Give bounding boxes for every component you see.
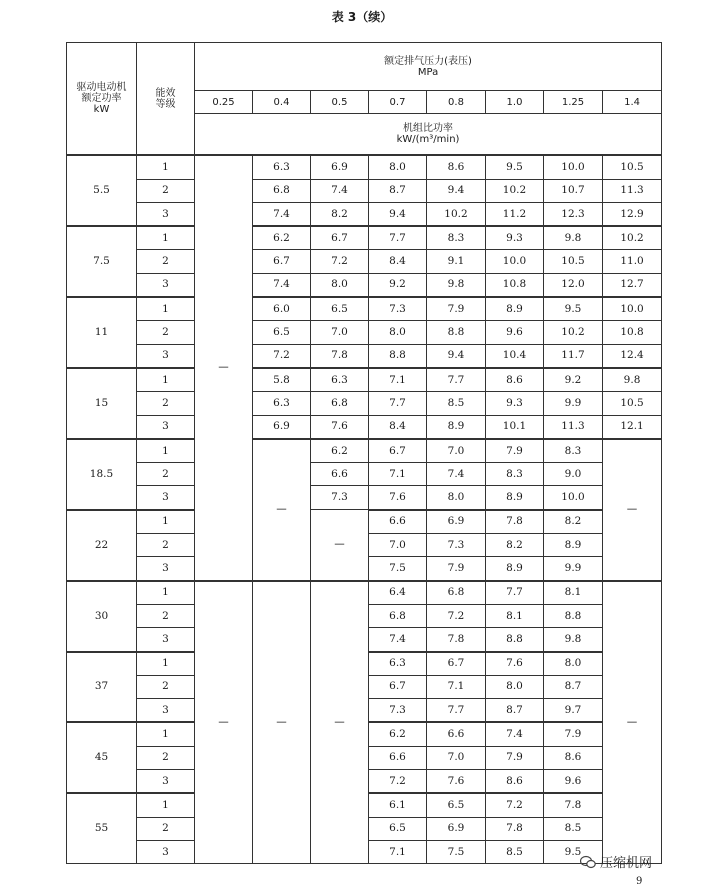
specific-power-value: 10.2 — [544, 321, 603, 344]
specific-power-value: 8.0 — [311, 273, 369, 297]
specific-power-value: 12.3 — [544, 202, 603, 226]
table-row — [67, 415, 662, 439]
specific-power-value: 12.7 — [603, 273, 662, 297]
specific-power-value: 8.1 — [544, 581, 603, 605]
specific-power-value: 9.8 — [427, 273, 486, 297]
specific-power-value: 7.7 — [427, 699, 486, 723]
specific-power-value: 7.8 — [486, 817, 544, 840]
specific-power-value: 7.9 — [486, 746, 544, 769]
specific-power-value: 6.2 — [253, 226, 311, 250]
grade-cell: 2 — [137, 250, 195, 273]
pressure-col-header: 0.25 — [195, 91, 253, 114]
specific-power-value: 7.3 — [369, 297, 427, 321]
grade-cell: 3 — [137, 770, 195, 794]
grade-cell: 2 — [137, 817, 195, 840]
pressure-col-header: 1.0 — [486, 91, 544, 114]
specific-power-value: 7.9 — [544, 722, 603, 746]
header-specific-power-unit: kW/(m³/min) — [396, 134, 460, 146]
specific-power-value: 9.8 — [544, 226, 603, 250]
motor-power-cell: 7.5 — [67, 226, 137, 297]
specific-power-value: 6.8 — [311, 392, 369, 415]
specific-power-value: 7.2 — [311, 250, 369, 273]
header-motor-power-unit: kW — [93, 104, 110, 116]
grade-cell: 3 — [137, 628, 195, 652]
specific-power-value: 8.0 — [544, 652, 603, 676]
specific-power-value: 9.2 — [544, 368, 603, 392]
pressure-col-header: 0.7 — [369, 91, 427, 114]
specific-power-value: 8.9 — [486, 297, 544, 321]
brand-name: 压缩机网 — [600, 856, 653, 871]
empty-value-dash: — — [253, 439, 311, 581]
specific-power-value: 7.9 — [486, 439, 544, 463]
specific-power-value: 8.3 — [427, 226, 486, 250]
specific-power-value: 6.3 — [253, 155, 311, 179]
specific-power-table — [66, 42, 662, 864]
specific-power-value: 7.7 — [369, 392, 427, 415]
specific-power-value: 7.4 — [253, 202, 311, 226]
specific-power-value: 8.4 — [369, 415, 427, 439]
specific-power-value: 9.4 — [427, 179, 486, 202]
specific-power-value: 7.2 — [369, 770, 427, 794]
specific-power-value: 8.6 — [486, 368, 544, 392]
specific-power-value: 7.6 — [369, 486, 427, 510]
specific-power-value: 8.7 — [369, 179, 427, 202]
specific-power-value: 9.3 — [486, 226, 544, 250]
specific-power-value: 6.9 — [427, 817, 486, 840]
header-grade-line2: 等级 — [155, 98, 176, 110]
specific-power-value: 8.7 — [486, 699, 544, 723]
specific-power-value: 6.7 — [253, 250, 311, 273]
specific-power-value: 8.9 — [544, 534, 603, 557]
specific-power-value: 7.4 — [311, 179, 369, 202]
specific-power-value: 6.6 — [369, 746, 427, 769]
specific-power-value: 6.8 — [369, 604, 427, 627]
specific-power-value: 9.2 — [369, 273, 427, 297]
specific-power-value: 6.5 — [311, 297, 369, 321]
specific-power-value: 10.2 — [427, 202, 486, 226]
specific-power-value: 8.5 — [486, 840, 544, 863]
grade-cell: 1 — [137, 226, 195, 250]
specific-power-value: 8.5 — [427, 392, 486, 415]
specific-power-value: 8.2 — [486, 534, 544, 557]
specific-power-value: 8.3 — [486, 463, 544, 486]
specific-power-value: 7.7 — [427, 368, 486, 392]
grade-cell: 1 — [137, 155, 195, 179]
table-row — [67, 273, 662, 297]
specific-power-value: 9.9 — [544, 557, 603, 581]
table-row — [67, 368, 662, 392]
wechat-icon — [580, 855, 596, 869]
specific-power-value: 7.6 — [486, 652, 544, 676]
table-row — [67, 297, 662, 321]
specific-power-value: 8.9 — [427, 415, 486, 439]
specific-power-value: 6.5 — [253, 321, 311, 344]
grade-cell: 1 — [137, 581, 195, 605]
specific-power-value: 7.4 — [369, 628, 427, 652]
specific-power-value: 10.0 — [544, 486, 603, 510]
grade-cell: 2 — [137, 463, 195, 486]
grade-cell: 3 — [137, 699, 195, 723]
specific-power-value: 9.1 — [427, 250, 486, 273]
specific-power-value: 7.2 — [486, 793, 544, 817]
header-motor-power-line1: 驱动电动机 — [76, 82, 127, 94]
specific-power-value: 10.2 — [486, 179, 544, 202]
empty-value-dash: — — [603, 439, 662, 581]
specific-power-value: 11.3 — [603, 179, 662, 202]
table-row — [67, 155, 662, 179]
specific-power-value: 12.0 — [544, 273, 603, 297]
grade-cell: 2 — [137, 392, 195, 415]
grade-cell: 1 — [137, 793, 195, 817]
specific-power-value: 6.6 — [311, 463, 369, 486]
specific-power-value: 7.4 — [486, 722, 544, 746]
pressure-col-header: 1.4 — [603, 91, 662, 114]
specific-power-value: 6.9 — [427, 510, 486, 534]
specific-power-value: 7.9 — [427, 297, 486, 321]
specific-power-value: 9.6 — [544, 770, 603, 794]
specific-power-value: 10.0 — [603, 297, 662, 321]
grade-cell: 2 — [137, 534, 195, 557]
grade-cell: 3 — [137, 415, 195, 439]
empty-value-dash: — — [253, 581, 311, 864]
specific-power-value: 12.1 — [603, 415, 662, 439]
specific-power-value: 7.0 — [369, 534, 427, 557]
table-row — [67, 510, 662, 534]
specific-power-value: 6.2 — [311, 439, 369, 463]
grade-cell: 3 — [137, 344, 195, 368]
specific-power-value: 6.0 — [253, 297, 311, 321]
specific-power-value: 10.0 — [544, 155, 603, 179]
specific-power-value: 8.9 — [486, 557, 544, 581]
specific-power-value: 6.7 — [369, 439, 427, 463]
specific-power-value: 7.9 — [427, 557, 486, 581]
specific-power-value: 6.3 — [253, 392, 311, 415]
table-row — [67, 486, 662, 510]
grade-cell: 1 — [137, 652, 195, 676]
specific-power-value: 6.8 — [253, 179, 311, 202]
grade-cell: 3 — [137, 557, 195, 581]
specific-power-value: 8.0 — [427, 486, 486, 510]
specific-power-value: 11.0 — [603, 250, 662, 273]
motor-power-cell: 11 — [67, 297, 137, 368]
motor-power-cell: 22 — [67, 510, 137, 581]
specific-power-value: 6.7 — [427, 652, 486, 676]
specific-power-value: 8.8 — [486, 628, 544, 652]
grade-cell: 1 — [137, 510, 195, 534]
specific-power-value: 8.6 — [544, 746, 603, 769]
specific-power-value: 9.5 — [486, 155, 544, 179]
header-specific-power-label: 机组比功率 — [403, 123, 454, 135]
specific-power-value: 6.6 — [369, 510, 427, 534]
specific-power-value: 8.6 — [486, 770, 544, 794]
table-row — [67, 344, 662, 368]
motor-power-cell: 55 — [67, 793, 137, 863]
specific-power-value: 11.2 — [486, 202, 544, 226]
table-row — [67, 226, 662, 250]
grade-cell: 3 — [137, 840, 195, 863]
specific-power-value: 8.5 — [544, 817, 603, 840]
specific-power-value: 11.3 — [544, 415, 603, 439]
specific-power-value: 8.7 — [544, 675, 603, 698]
grade-cell: 1 — [137, 439, 195, 463]
specific-power-value: 6.3 — [369, 652, 427, 676]
grade-cell: 2 — [137, 321, 195, 344]
specific-power-value: 7.3 — [369, 699, 427, 723]
specific-power-value: 9.9 — [544, 392, 603, 415]
specific-power-value: 11.7 — [544, 344, 603, 368]
pressure-col-header: 0.5 — [311, 91, 369, 114]
grade-cell: 1 — [137, 722, 195, 746]
specific-power-value: 6.5 — [369, 817, 427, 840]
specific-power-value: 8.8 — [427, 321, 486, 344]
empty-value-dash: — — [311, 510, 369, 581]
specific-power-value: 9.6 — [486, 321, 544, 344]
specific-power-value: 6.7 — [311, 226, 369, 250]
specific-power-value: 7.7 — [486, 581, 544, 605]
table-row — [67, 439, 662, 463]
table-row — [67, 250, 662, 273]
specific-power-value: 6.9 — [311, 155, 369, 179]
specific-power-value: 7.8 — [544, 793, 603, 817]
specific-power-value: 7.0 — [427, 439, 486, 463]
specific-power-value: 5.8 — [253, 368, 311, 392]
specific-power-value: 7.4 — [427, 463, 486, 486]
motor-power-cell: 30 — [67, 581, 137, 652]
specific-power-value: 9.8 — [544, 628, 603, 652]
table-row — [67, 179, 662, 202]
grade-cell: 3 — [137, 273, 195, 297]
specific-power-value: 9.8 — [603, 368, 662, 392]
header-pressure-label: 额定排气压力(表压) — [384, 55, 472, 67]
header-motor-power-line2: 额定功率 — [81, 93, 122, 105]
specific-power-value: 7.1 — [427, 675, 486, 698]
specific-power-value: 6.6 — [427, 722, 486, 746]
specific-power-value: 8.2 — [544, 510, 603, 534]
specific-power-value: 8.6 — [427, 155, 486, 179]
grade-cell: 2 — [137, 179, 195, 202]
specific-power-value: 7.8 — [486, 510, 544, 534]
motor-power-cell: 45 — [67, 722, 137, 793]
specific-power-value: 7.6 — [427, 770, 486, 794]
specific-power-value: 9.5 — [544, 840, 603, 863]
specific-power-value: 9.5 — [544, 297, 603, 321]
specific-power-value: 7.1 — [369, 463, 427, 486]
motor-power-cell: 5.5 — [67, 155, 137, 226]
specific-power-value: 9.0 — [544, 463, 603, 486]
empty-value-dash: — — [311, 581, 369, 864]
specific-power-value: 9.3 — [486, 392, 544, 415]
specific-power-value: 7.3 — [427, 534, 486, 557]
grade-cell: 3 — [137, 486, 195, 510]
specific-power-value: 7.2 — [427, 604, 486, 627]
header-specific-power — [195, 114, 662, 156]
specific-power-value: 9.4 — [427, 344, 486, 368]
pressure-col-header: 1.25 — [544, 91, 603, 114]
grade-cell: 2 — [137, 675, 195, 698]
specific-power-value: 10.1 — [486, 415, 544, 439]
specific-power-value: 7.1 — [369, 840, 427, 863]
specific-power-value: 6.3 — [311, 368, 369, 392]
table-row — [67, 581, 662, 605]
empty-value-dash: — — [195, 155, 253, 580]
specific-power-value: 6.9 — [253, 415, 311, 439]
specific-power-value: 8.2 — [311, 202, 369, 226]
specific-power-value: 10.8 — [603, 321, 662, 344]
header-efficiency-grade — [137, 43, 195, 156]
table-row — [67, 202, 662, 226]
table-row — [67, 321, 662, 344]
specific-power-value: 8.1 — [486, 604, 544, 627]
specific-power-value: 6.8 — [427, 581, 486, 605]
specific-power-value: 10.2 — [603, 226, 662, 250]
page-number: 9 — [636, 876, 643, 887]
specific-power-value: 7.8 — [427, 628, 486, 652]
table-row — [67, 463, 662, 486]
specific-power-value: 10.7 — [544, 179, 603, 202]
empty-value-dash: — — [603, 581, 662, 864]
specific-power-value: 8.9 — [486, 486, 544, 510]
specific-power-value: 7.0 — [427, 746, 486, 769]
specific-power-value: 6.5 — [427, 793, 486, 817]
pressure-col-header: 0.4 — [253, 91, 311, 114]
specific-power-value: 8.8 — [544, 604, 603, 627]
specific-power-value: 6.4 — [369, 581, 427, 605]
grade-cell: 2 — [137, 746, 195, 769]
table-body — [67, 43, 662, 864]
specific-power-value: 8.0 — [486, 675, 544, 698]
specific-power-value: 7.1 — [369, 368, 427, 392]
header-pressure — [195, 43, 662, 91]
specific-power-value: 7.8 — [311, 344, 369, 368]
specific-power-value: 8.0 — [369, 155, 427, 179]
grade-cell: 1 — [137, 297, 195, 321]
specific-power-value: 10.5 — [603, 155, 662, 179]
table-row — [67, 392, 662, 415]
empty-value-dash: — — [195, 581, 253, 864]
specific-power-value: 8.4 — [369, 250, 427, 273]
motor-power-cell: 15 — [67, 368, 137, 439]
specific-power-value: 12.9 — [603, 202, 662, 226]
specific-power-value: 7.0 — [311, 321, 369, 344]
specific-power-value: 6.2 — [369, 722, 427, 746]
pressure-col-header: 0.8 — [427, 91, 486, 114]
grade-cell: 2 — [137, 604, 195, 627]
specific-power-value: 7.7 — [369, 226, 427, 250]
specific-power-value: 8.0 — [369, 321, 427, 344]
specific-power-value: 10.8 — [486, 273, 544, 297]
specific-power-value: 7.6 — [311, 415, 369, 439]
specific-power-value: 7.3 — [311, 486, 369, 510]
specific-power-value: 10.5 — [544, 250, 603, 273]
specific-power-value: 8.3 — [544, 439, 603, 463]
specific-power-value: 8.8 — [369, 344, 427, 368]
grade-cell: 1 — [137, 368, 195, 392]
specific-power-value: 7.2 — [253, 344, 311, 368]
specific-power-value: 6.7 — [369, 675, 427, 698]
specific-power-value: 9.4 — [369, 202, 427, 226]
specific-power-value: 7.5 — [427, 840, 486, 863]
specific-power-value: 7.5 — [369, 557, 427, 581]
header-grade-line1: 能效 — [155, 87, 176, 99]
specific-power-value: 10.0 — [486, 250, 544, 273]
specific-power-value: 12.4 — [603, 344, 662, 368]
specific-power-value: 10.5 — [603, 392, 662, 415]
motor-power-cell: 37 — [67, 652, 137, 723]
header-pressure-unit: MPa — [417, 66, 439, 78]
grade-cell: 3 — [137, 202, 195, 226]
specific-power-value: 7.4 — [253, 273, 311, 297]
motor-power-cell: 18.5 — [67, 439, 137, 510]
specific-power-value: 6.1 — [369, 793, 427, 817]
specific-power-value: 10.4 — [486, 344, 544, 368]
header-motor-power — [67, 43, 137, 156]
brand-watermark — [580, 852, 652, 871]
specific-power-value: 9.7 — [544, 699, 603, 723]
table-caption: 表 3（续） — [331, 10, 393, 24]
